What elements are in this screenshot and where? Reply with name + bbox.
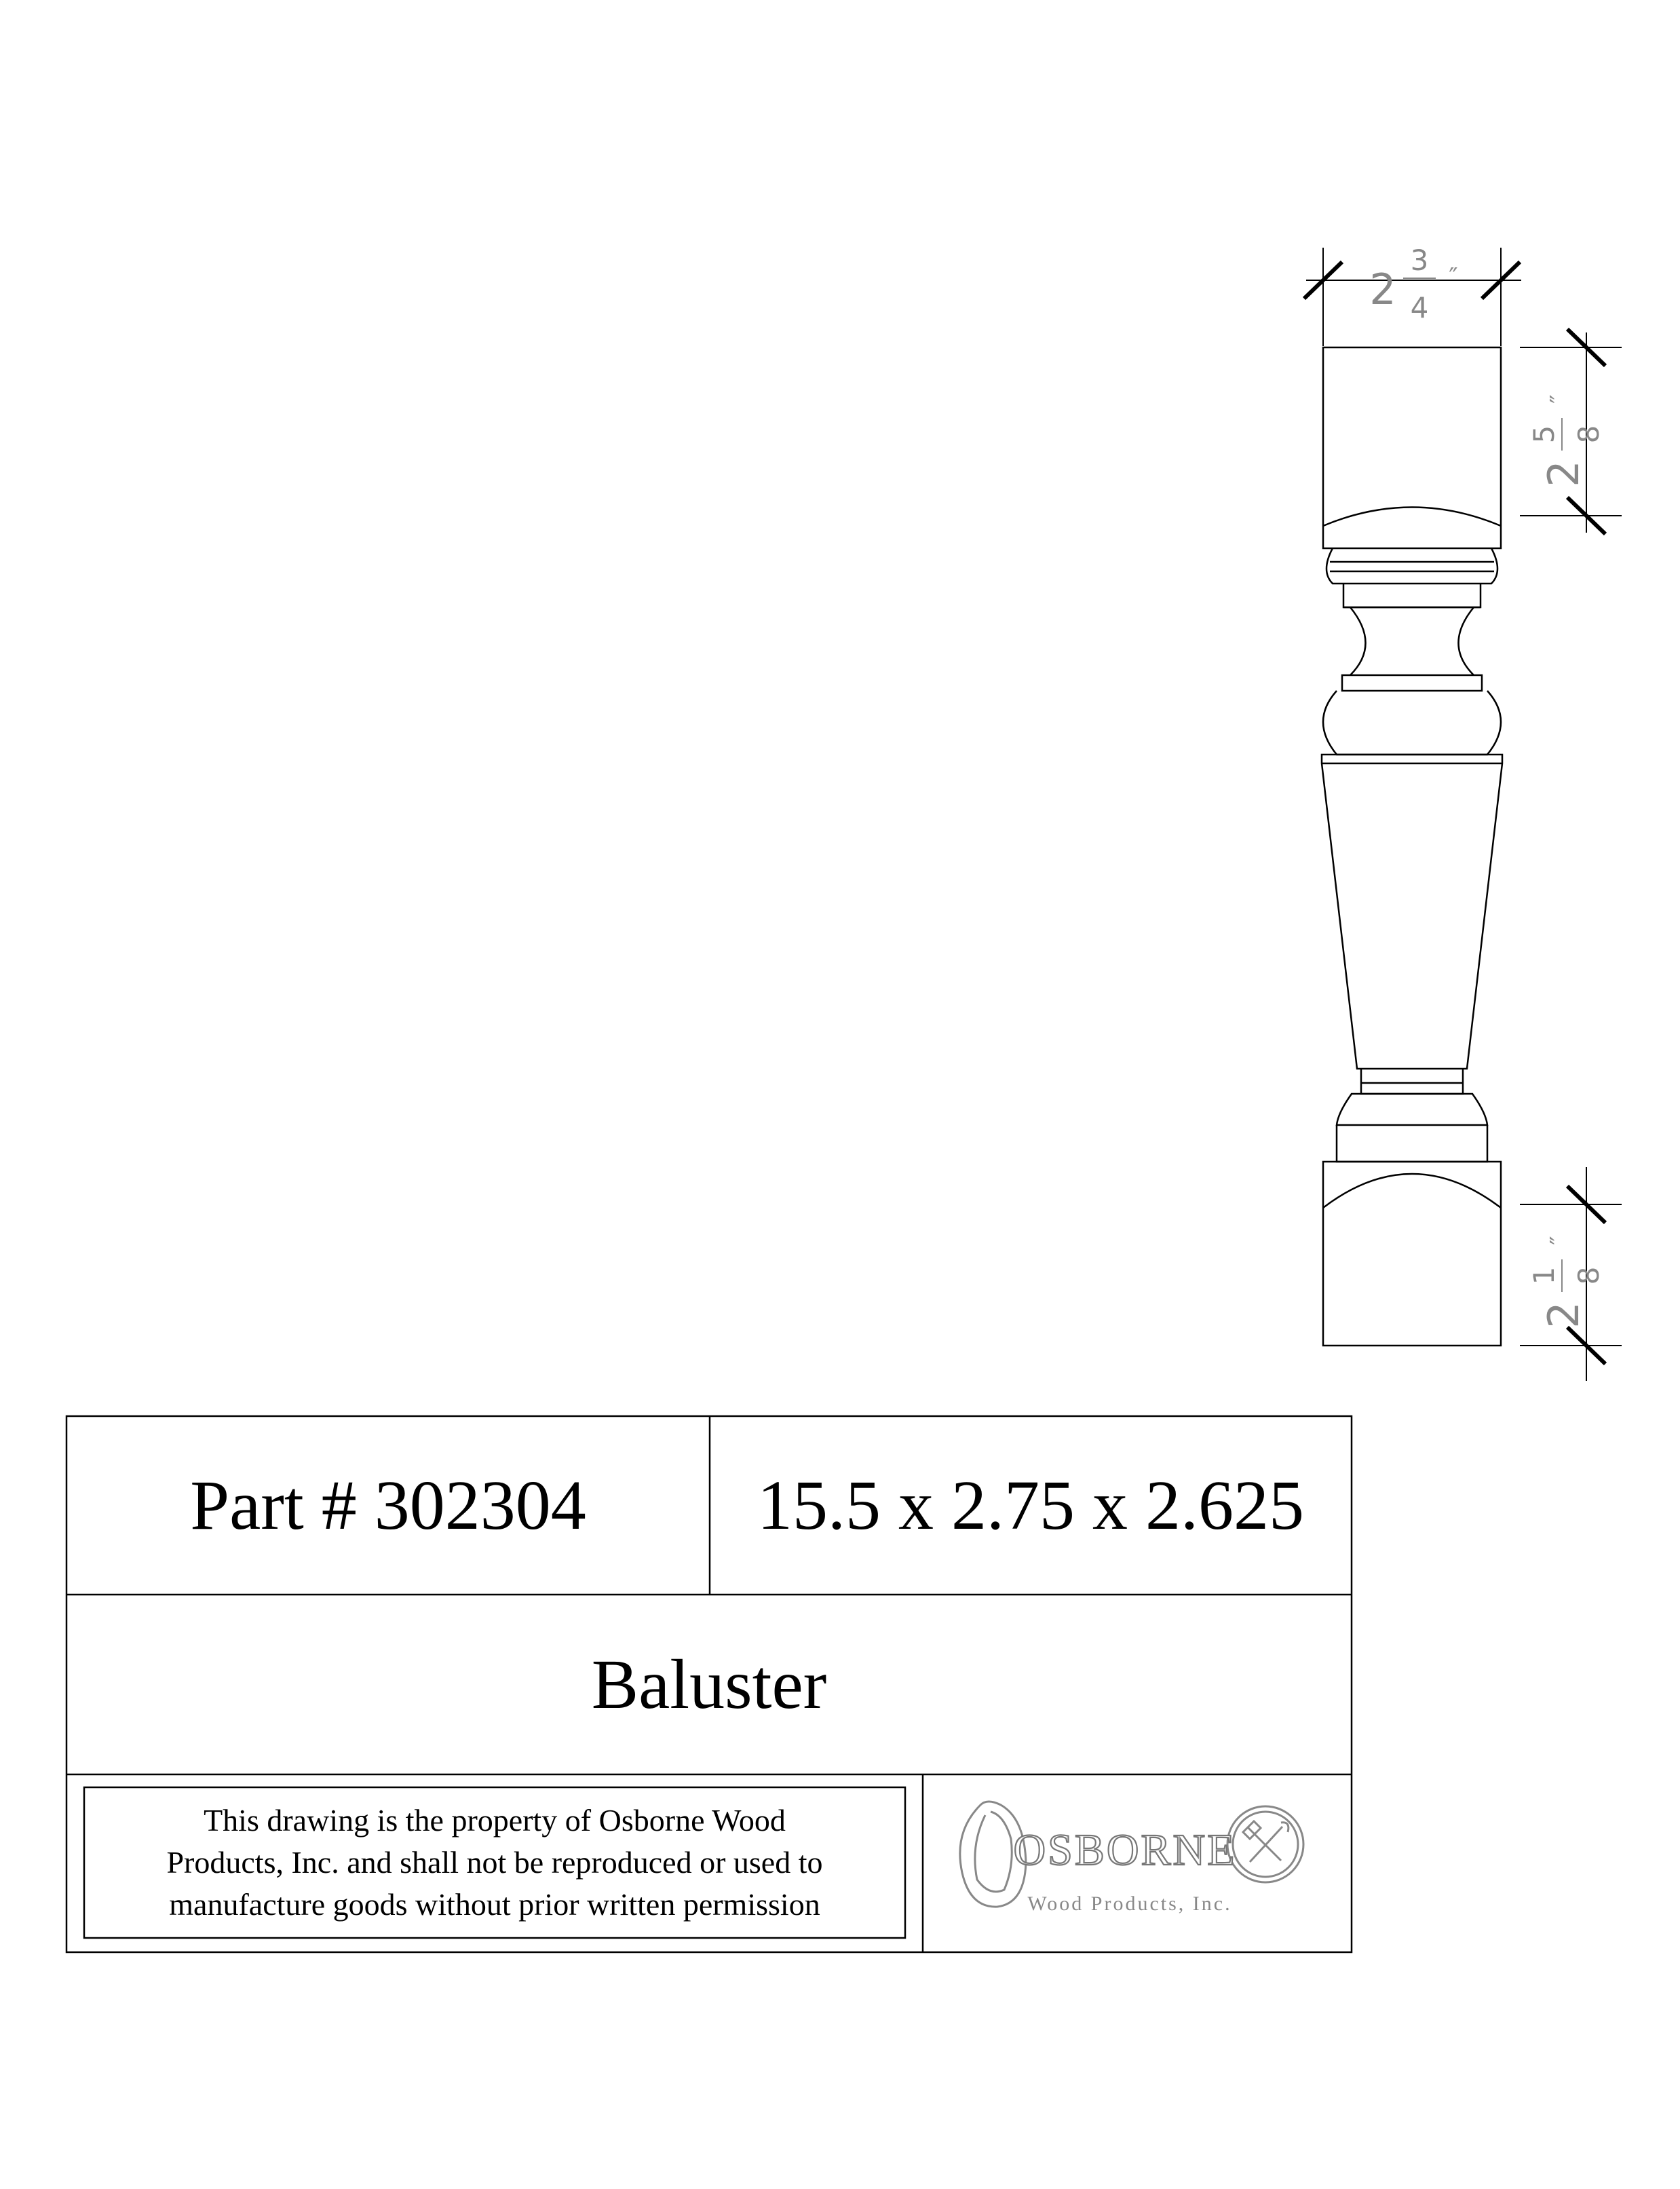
taper	[1322, 755, 1502, 1069]
part-number-cell	[66, 1416, 710, 1595]
width-numerator: 3	[1410, 244, 1429, 277]
top-block-arc	[1323, 508, 1501, 527]
notice-line-2: Products, Inc. and shall not be reproduced or used to	[166, 1845, 823, 1880]
bottom-block-arc	[1323, 1174, 1501, 1208]
overall-dimensions: 15.5 x 2.75 x 2.625	[757, 1466, 1304, 1544]
top-block-unit: ″	[1546, 394, 1573, 404]
product-name: Baluster	[591, 1645, 827, 1724]
upper-cove	[1350, 607, 1474, 675]
product-name-cell	[66, 1595, 1352, 1774]
property-notice	[84, 1787, 905, 1938]
wrench-icon	[1250, 1823, 1288, 1862]
width-denominator: 4	[1410, 291, 1429, 324]
baluster-profile	[1322, 347, 1502, 1346]
bottom-block	[1323, 1162, 1501, 1346]
upper-bead	[1326, 548, 1497, 584]
width-whole: 2	[1369, 265, 1396, 314]
top-block-whole: 2	[1539, 460, 1588, 487]
top-block-denominator: 8	[1572, 425, 1605, 444]
hammer-icon	[1243, 1821, 1281, 1861]
lower-bead	[1337, 1094, 1487, 1125]
top-block-dimension-label	[1527, 394, 1605, 487]
logo-subtitle: Wood Products, Inc.	[1027, 1892, 1232, 1915]
logo-name: OSBORNE	[1013, 1825, 1237, 1875]
middle-ring	[1342, 675, 1482, 691]
part-number: Part # 302304	[190, 1466, 586, 1544]
bottom-block-unit: ″	[1546, 1236, 1573, 1245]
top-block	[1323, 347, 1501, 548]
top-block-numerator: 5	[1527, 425, 1561, 444]
upper-collar	[1343, 584, 1481, 607]
notice-line-3: manufacture goods without prior written permission	[169, 1887, 820, 1922]
lower-collar	[1361, 1069, 1463, 1094]
bottom-block-denominator: 8	[1572, 1266, 1605, 1285]
ball	[1323, 691, 1501, 755]
bottom-block-whole: 2	[1539, 1301, 1588, 1329]
bottom-block-dimension-label	[1527, 1236, 1605, 1328]
notice-line-1: This drawing is the property of Osborne Wood	[204, 1803, 786, 1838]
dimensions-cell	[710, 1416, 1352, 1595]
width-dimension-label	[1369, 244, 1457, 324]
width-unit: ″	[1449, 263, 1458, 291]
bottom-block-numerator: 1	[1527, 1266, 1561, 1285]
